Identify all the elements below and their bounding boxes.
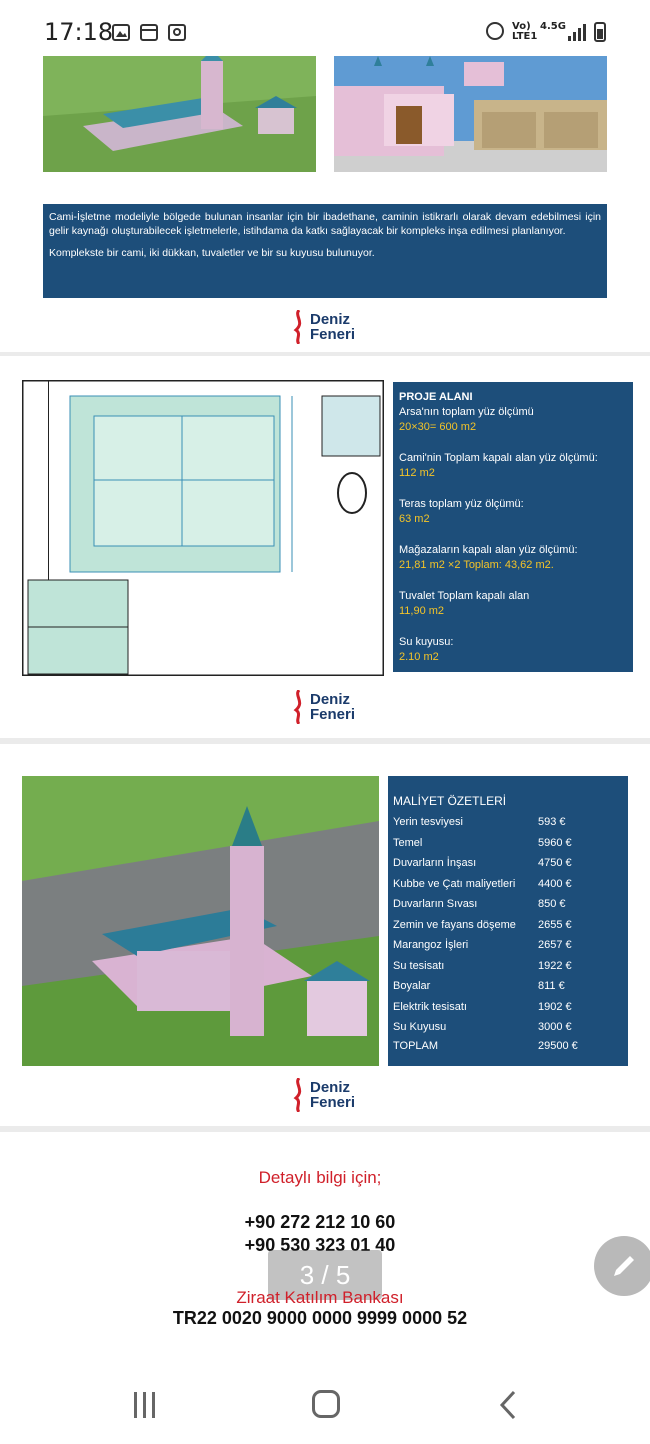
project-area-item [399, 589, 627, 619]
site-floor-plan [22, 380, 384, 676]
project-area-label: Arsa'nın toplam yüz ölçümü [399, 406, 534, 418]
project-area-item [399, 497, 627, 527]
intro-description-summary: Komplekste bir cami, iki dükkan, tuvaletler ve bir su kuyusu bulunuyor. [49, 247, 375, 259]
cost-summary-box [388, 776, 628, 1066]
project-area-box [393, 382, 633, 672]
mosque-render-front [334, 56, 607, 172]
lighthouse-icon [292, 1078, 306, 1112]
intro-description-box [43, 204, 607, 298]
cost-item-value: 5960 € [538, 836, 572, 849]
cost-item-name: Marangoz İşleri [393, 939, 469, 951]
cost-item-name: Su Kuyusu [393, 1021, 447, 1033]
deniz-feneri-logo: Deniz Feneri [292, 1076, 362, 1112]
signal-icon [568, 24, 586, 42]
cost-item-name: Elektrik tesisatı [393, 1000, 467, 1013]
cost-item-name: Kubbe ve Çatı maliyetleri [393, 877, 516, 890]
cost-item-name: Zemin ve fayans döşeme [393, 918, 516, 931]
cost-item-value: 3000 € [538, 1021, 572, 1033]
lighthouse-icon [292, 690, 306, 724]
project-area-value: 11,90 m2 [399, 605, 445, 617]
project-area-item [399, 405, 627, 435]
slide-panel-costs [0, 744, 650, 1126]
cost-item-value: 811 € [538, 980, 565, 992]
navigation-bar [0, 1366, 650, 1444]
cost-row [388, 878, 628, 898]
phone-number-2[interactable]: +90 530 323 01 40 [244, 1235, 396, 1255]
cost-item-name: Boyalar [393, 980, 431, 992]
project-area-item [399, 543, 627, 573]
page-indicator: 3 / 5 [299, 1260, 351, 1290]
cost-item-value: 1902 € [538, 1000, 572, 1013]
volte-indicator: Vo) LTE1 [512, 21, 538, 42]
project-area-value: 2.10 m2 [399, 651, 439, 663]
cost-item-name: Temel [393, 836, 423, 849]
project-area-item [399, 635, 627, 665]
alarm-icon [486, 22, 504, 40]
recent-apps-icon[interactable] [132, 1392, 158, 1418]
project-area-label: Teras toplam yüz ölçümü: [399, 498, 524, 510]
lighthouse-icon [292, 310, 306, 344]
cost-row [388, 837, 628, 857]
project-area-label: Mağazaların kapalı alan yüz ölçümü: [399, 544, 578, 556]
deniz-feneri-logo: Deniz Feneri [292, 308, 362, 344]
calendar-icon [140, 24, 158, 41]
data-type-indicator: 4.5G [540, 21, 566, 32]
cost-row [388, 980, 628, 1000]
cost-row [388, 816, 628, 836]
cost-item-value: 4400 € [538, 877, 572, 890]
pencil-icon [610, 1252, 638, 1280]
cost-item-value: 1922 € [538, 959, 572, 972]
cost-row [388, 898, 628, 918]
cost-row [388, 857, 628, 877]
bank-name: Ziraat Katılım Bankası [236, 1288, 404, 1307]
cost-item-value: 2655 € [538, 918, 572, 931]
back-icon[interactable] [498, 1390, 518, 1420]
cost-item-value: 850 € [538, 898, 566, 910]
cost-item-name: Su tesisatı [393, 959, 445, 972]
cost-item-name: Yerin tesviyesi [393, 816, 463, 828]
cost-row [388, 919, 628, 939]
project-area-label: Tuvalet Toplam kapalı alan [399, 590, 530, 602]
mosque-render-aerial [43, 56, 316, 172]
clock-app-icon [168, 24, 186, 41]
cost-total-row: TOPLAM 29500 € [393, 1040, 578, 1052]
home-icon[interactable] [312, 1390, 340, 1418]
phone-number-1[interactable]: +90 272 212 10 60 [244, 1212, 396, 1232]
cost-row [388, 960, 628, 980]
cost-item-name: Duvarların Sıvası [393, 898, 478, 910]
project-area-value: 112 m2 [399, 467, 435, 479]
iban-number: TR22 0020 9000 0000 9999 0000 52 [172, 1308, 468, 1328]
cost-item-value: 593 € [538, 816, 566, 828]
project-area-label: Su kuyusu: [399, 636, 454, 648]
cost-item-value: 4750 € [538, 857, 572, 869]
project-area-title: PROJE ALANI [399, 391, 473, 403]
project-area-item [399, 451, 627, 481]
status-time: 17:18 [44, 18, 114, 46]
battery-icon [594, 22, 606, 42]
cost-summary-title: MALİYET ÖZETLERİ [393, 794, 507, 808]
project-area-value: 63 m2 [399, 513, 430, 525]
intro-description-paragraph: Cami-İşletme modeliyle bölgede bulunan insanlar için bir ibadethane, caminin istikrarlı olarak devam edebilmesi için gelir kaynağı oluşturabilecek işletmelerle, istihdama da katkı sağlayacak bir kompleks inşa edilmesi planlanıyor. [49, 211, 601, 237]
cost-row [388, 939, 628, 959]
cost-item-value: 2657 € [538, 939, 572, 951]
edit-fab-button[interactable] [594, 1236, 650, 1296]
contact-heading: Detaylı bilgi için; [258, 1168, 382, 1187]
deniz-feneri-logo: Deniz Feneri [292, 688, 362, 724]
status-bar [0, 0, 650, 62]
cost-item-name: Duvarların İnşası [393, 857, 477, 869]
slide-panel-intro [0, 62, 650, 352]
mosque-render-perspective [22, 776, 379, 1066]
gallery-icon [112, 24, 130, 41]
project-area-value: 20×30= 600 m2 [399, 421, 477, 433]
cost-row [388, 1021, 628, 1041]
project-area-value: 21,81 m2 ×2 Toplam: 43,62 m2. [399, 559, 554, 571]
slide-panel-project [0, 356, 650, 738]
project-area-label: Cami'nin Toplam kapalı alan yüz ölçümü: [399, 452, 598, 464]
cost-row [388, 1001, 628, 1021]
